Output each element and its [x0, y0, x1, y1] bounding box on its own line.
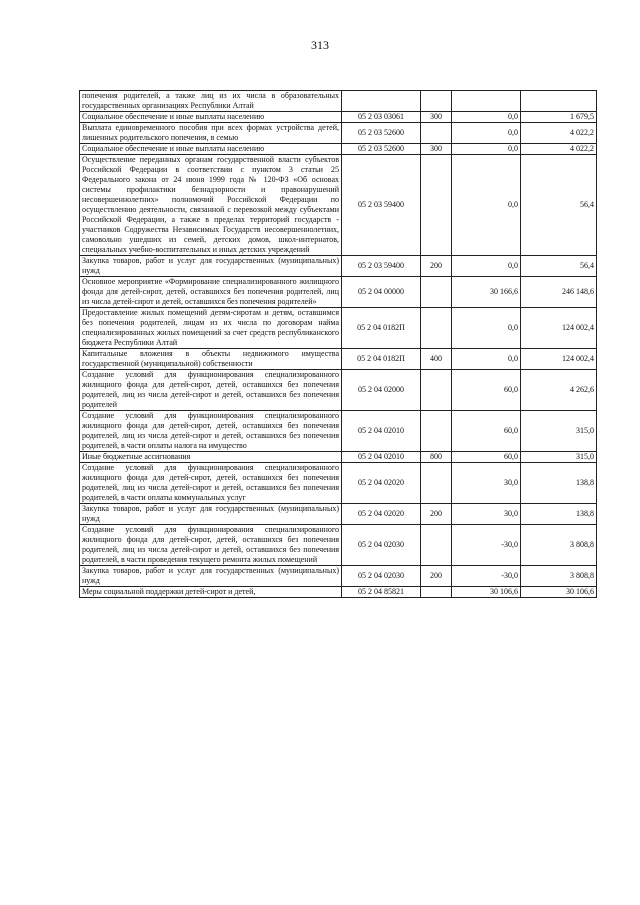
- row-value-2-cell: 138,8: [521, 463, 597, 504]
- row-value-1-cell: 0,0: [452, 308, 521, 349]
- row-value-1-cell: 0,0: [452, 112, 521, 123]
- row-code-cell: 05 2 04 02020: [342, 463, 421, 504]
- row-code-cell: 05 2 04 00000: [342, 277, 421, 308]
- row-value-2-cell: 124 002,4: [521, 349, 597, 370]
- row-name-cell: Социальное обеспечение и иные выплаты населению: [80, 144, 342, 155]
- row-value-2-cell: 56,4: [521, 155, 597, 256]
- row-code-cell: 05 2 04 02030: [342, 525, 421, 566]
- row-name-cell: Иные бюджетные ассигнования: [80, 452, 342, 463]
- row-type-cell: 200: [421, 256, 452, 277]
- row-type-cell: 400: [421, 349, 452, 370]
- row-code-cell: 05 2 04 02010: [342, 411, 421, 452]
- table-row: [80, 112, 597, 123]
- row-type-cell: [421, 308, 452, 349]
- row-type-cell: [421, 525, 452, 566]
- budget-table: [79, 90, 597, 598]
- row-type-cell: [421, 411, 452, 452]
- row-type-cell: 200: [421, 504, 452, 525]
- row-name-cell: Создание условий для функционирования специализированного жилищного фонда для детей-сирот, детей, оставшихся без попечения родителей, лиц из числа детей-сирот и детей, оставшихся без попечения родителей: [80, 370, 342, 411]
- row-code-cell: 05 2 03 52600: [342, 144, 421, 155]
- table-row: [80, 452, 597, 463]
- row-type-cell: 800: [421, 452, 452, 463]
- row-name-cell: Меры социальной поддержки детей-сирот и детей,: [80, 587, 342, 598]
- table-row: [80, 277, 597, 308]
- row-code-cell: 05 2 04 02000: [342, 370, 421, 411]
- budget-table-body: [80, 91, 597, 598]
- row-value-2-cell: 4 262,6: [521, 370, 597, 411]
- row-type-cell: [421, 370, 452, 411]
- row-name-cell: Закупка товаров, работ и услуг для государственных (муниципальных) нужд: [80, 566, 342, 587]
- row-code-cell: 05 2 03 59400: [342, 256, 421, 277]
- table-row: [80, 566, 597, 587]
- row-name-cell: Капитальные вложения в объекты недвижимого имущества государственной (муниципальной) собственности: [80, 349, 342, 370]
- row-type-cell: [421, 587, 452, 598]
- row-value-2-cell: 1 679,5: [521, 112, 597, 123]
- row-value-1-cell: 30 106,6: [452, 587, 521, 598]
- row-value-2-cell: 4 022,2: [521, 144, 597, 155]
- row-code-cell: 05 2 04 02030: [342, 566, 421, 587]
- row-value-1-cell: 60,0: [452, 452, 521, 463]
- row-name-cell: Предоставление жилых помещений детям-сиротам и детям, оставшимся без попечения родителей, лицам из их числа по договорам найма специализированных жилых помещений за счет средств республиканского бюджета Республики Алтай: [80, 308, 342, 349]
- row-type-cell: 300: [421, 112, 452, 123]
- row-name-cell: Закупка товаров, работ и услуг для государственных (муниципальных) нужд: [80, 256, 342, 277]
- row-code-cell: 05 2 04 85821: [342, 587, 421, 598]
- row-code-cell: 05 2 03 52600: [342, 123, 421, 144]
- row-value-1-cell: 30,0: [452, 463, 521, 504]
- row-type-cell: [421, 91, 452, 112]
- row-type-cell: [421, 155, 452, 256]
- row-value-2-cell: 315,0: [521, 452, 597, 463]
- row-value-2-cell: 138,8: [521, 504, 597, 525]
- row-type-cell: 200: [421, 566, 452, 587]
- row-type-cell: [421, 123, 452, 144]
- row-code-cell: 05 2 04 0182П: [342, 308, 421, 349]
- row-name-cell: Создание условий для функционирования специализированного жилищного фонда для детей-сирот, детей, оставшихся без попечения родителей, лиц из числа детей-сирот и детей, оставшихся без попечения родителей, в части оплаты налога на имущество: [80, 411, 342, 452]
- row-type-cell: [421, 277, 452, 308]
- row-value-1-cell: -30,0: [452, 566, 521, 587]
- table-row: [80, 463, 597, 504]
- row-value-1-cell: -30,0: [452, 525, 521, 566]
- row-name-cell: Закупка товаров, работ и услуг для государственных (муниципальных) нужд: [80, 504, 342, 525]
- row-value-2-cell: 56,4: [521, 256, 597, 277]
- row-value-2-cell: 30 106,6: [521, 587, 597, 598]
- table-row: [80, 525, 597, 566]
- row-value-2-cell: 315,0: [521, 411, 597, 452]
- table-row: [80, 123, 597, 144]
- table-row: [80, 144, 597, 155]
- row-value-2-cell: 3 808,8: [521, 525, 597, 566]
- table-row: [80, 91, 597, 112]
- row-code-cell: 05 2 04 0182П: [342, 349, 421, 370]
- table-row: [80, 411, 597, 452]
- row-code-cell: 05 2 04 02020: [342, 504, 421, 525]
- row-value-1-cell: 60,0: [452, 370, 521, 411]
- row-name-cell: Создание условий для функционирования специализированного жилищного фонда для детей-сирот, детей, оставшихся без попечения родителей, лиц из числа детей-сирот и детей, оставшихся без попечения родителей, в части оплаты коммунальных услуг: [80, 463, 342, 504]
- table-row: [80, 370, 597, 411]
- row-value-2-cell: 246 148,6: [521, 277, 597, 308]
- row-code-cell: 05 2 04 02010: [342, 452, 421, 463]
- row-code-cell: 05 2 03 59400: [342, 155, 421, 256]
- row-value-1-cell: 30 166,6: [452, 277, 521, 308]
- table-row: [80, 256, 597, 277]
- table-row: [80, 155, 597, 256]
- row-value-2-cell: 4 022,2: [521, 123, 597, 144]
- table-row: [80, 587, 597, 598]
- row-value-1-cell: 30,0: [452, 504, 521, 525]
- row-code-cell: [342, 91, 421, 112]
- row-value-2-cell: 3 808,8: [521, 566, 597, 587]
- table-row: [80, 504, 597, 525]
- row-value-2-cell: [521, 91, 597, 112]
- table-row: [80, 308, 597, 349]
- row-value-1-cell: 0,0: [452, 123, 521, 144]
- row-type-cell: [421, 463, 452, 504]
- page-number: 313: [311, 38, 329, 52]
- row-name-cell: попечения родителей, а также лиц из их числа в образовательных государственных организациях Республики Алтай: [80, 91, 342, 112]
- row-value-2-cell: 124 002,4: [521, 308, 597, 349]
- row-name-cell: Выплата единовременного пособия при всех формах устройства детей, лишенных родительского попечения, в семью: [80, 123, 342, 144]
- row-value-1-cell: 0,0: [452, 256, 521, 277]
- row-type-cell: 300: [421, 144, 452, 155]
- row-value-1-cell: 0,0: [452, 144, 521, 155]
- row-name-cell: Социальное обеспечение и иные выплаты населению: [80, 112, 342, 123]
- row-value-1-cell: 60,0: [452, 411, 521, 452]
- row-name-cell: Осуществление переданных органам государственной власти субъектов Российской Федерации в соответствии с пунктом 3 статьи 25 Федерального закона от 24 июня 1999 года № 120-ФЗ «Об основах системы профилактики безнадзорности и правонарушений несовершеннолетних» полномочий Российской Федерации по осуществлению деятельности, связанной с перевозкой между субъектами Российской Федерации, а также в пределах территорий государств - участников Содружества Независимых Государств несовершеннолетних, самовольно ушедших из семей, детских домов, школ-интернатов, специальных учебно-воспитательных и иных детских учреждений: [80, 155, 342, 256]
- row-code-cell: 05 2 03 03061: [342, 112, 421, 123]
- row-name-cell: Создание условий для функционирования специализированного жилищного фонда для детей-сирот, детей, оставшихся без попечения родителей, лиц из числа детей-сирот и детей, оставшихся без попечения родителей, в части проведения текущего ремонта жилых помещений: [80, 525, 342, 566]
- row-value-1-cell: [452, 91, 521, 112]
- table-row: [80, 349, 597, 370]
- row-value-1-cell: 0,0: [452, 349, 521, 370]
- row-name-cell: Основное мероприятие «Формирование специализированного жилищного фонда для детей-сирот, детей, оставшихся без попечения родителей, лиц из числа детей-сирот и детей, оставшихся без попечения родителей»: [80, 277, 342, 308]
- row-value-1-cell: 0,0: [452, 155, 521, 256]
